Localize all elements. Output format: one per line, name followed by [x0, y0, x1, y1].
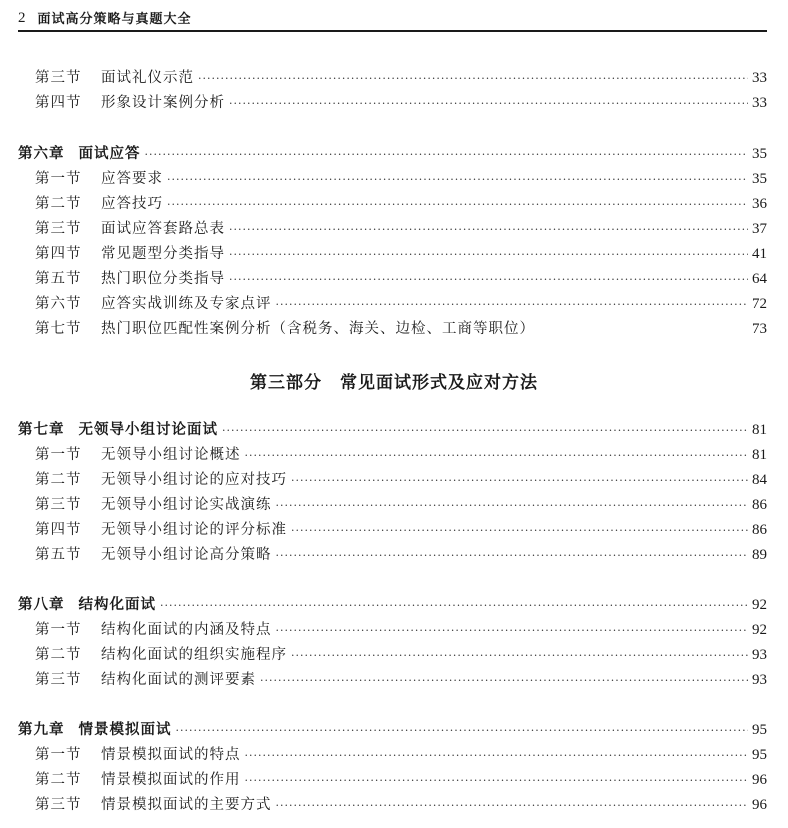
toc-entry-number: 第三节 [35, 70, 82, 86]
toc-entry-title: 应答要求 [101, 171, 163, 187]
toc-entry-number: 第六章 [18, 145, 65, 162]
dot-leader [260, 670, 748, 692]
toc-entry-number: 第三节 [35, 797, 82, 813]
dot-leader [245, 445, 749, 467]
toc-entry-page: 33 [752, 70, 767, 86]
toc-entry-title: 无领导小组讨论面试 [78, 421, 218, 438]
toc-entry-page: 86 [752, 497, 767, 513]
toc-chapter-row[interactable] [18, 719, 767, 741]
toc-section-row[interactable] [35, 444, 767, 466]
toc-entry-page: 93 [752, 672, 767, 688]
toc-entry-title: 面试应答套路总表 [101, 221, 225, 237]
toc-section-row[interactable] [35, 769, 767, 791]
toc-entry-title: 形象设计案例分析 [101, 95, 225, 111]
dot-leader [160, 595, 748, 617]
toc-entry-page: 72 [752, 296, 767, 312]
dot-leader [276, 294, 749, 316]
toc-entry-title: 面试应答 [78, 145, 141, 162]
toc-entry-number: 第一节 [35, 447, 82, 463]
toc-chapter-row[interactable] [18, 143, 767, 165]
toc-entry-page: 35 [752, 171, 767, 187]
toc-entry-number: 第五节 [35, 547, 82, 563]
toc-entry-title: 常见题型分类指导 [101, 246, 225, 262]
toc-section-row[interactable] [35, 243, 767, 265]
toc-section-row[interactable] [35, 168, 767, 190]
toc-entry-page: 84 [752, 472, 767, 488]
toc-entry-number: 第二节 [35, 772, 82, 788]
toc-entry-page: 81 [752, 422, 767, 438]
toc-entry-number: 第七章 [18, 421, 65, 438]
toc-entry-title: 结构化面试的组织实施程序 [101, 647, 287, 663]
toc-entry-title: 无领导小组讨论的应对技巧 [101, 472, 287, 488]
toc-entry-title: 面试礼仪示范 [101, 70, 194, 86]
toc-entry-number: 第二节 [35, 196, 82, 212]
book-title: 面试高分策略与真题大全 [37, 12, 192, 27]
dot-leader [276, 495, 749, 517]
toc-entry-title: 情景模拟面试的特点 [101, 747, 241, 763]
toc-entry-number: 第三节 [35, 497, 82, 513]
toc-section-row[interactable] [35, 268, 767, 290]
toc-entry-page: 33 [752, 95, 767, 111]
toc-entry-page: 36 [752, 196, 767, 212]
dot-leader [245, 745, 749, 767]
toc-entry-number: 第八章 [18, 596, 65, 613]
toc-entry-number: 第一节 [35, 747, 82, 763]
toc-entry-number: 第七节 [35, 321, 82, 337]
toc-entry-title: 结构化面试 [78, 596, 156, 613]
dot-leader [291, 470, 748, 492]
toc-section-row[interactable] [35, 544, 767, 566]
toc-section-row[interactable] [35, 644, 767, 666]
toc-entry-page: 95 [752, 747, 767, 763]
toc-entry-number: 第三节 [35, 221, 82, 237]
toc-section-row[interactable] [35, 193, 767, 215]
toc-entry-number: 第五节 [35, 271, 82, 287]
dot-leader [276, 620, 749, 642]
toc-entry-page: 86 [752, 522, 767, 538]
dot-leader [222, 420, 748, 442]
toc-entry-page: 64 [752, 271, 767, 287]
toc-section-row[interactable] [35, 794, 767, 816]
toc-entry-title: 无领导小组讨论高分策略 [101, 547, 272, 563]
toc-entry-number: 第九章 [18, 721, 65, 738]
toc-section-row[interactable] [35, 218, 767, 240]
running-header [18, 8, 767, 32]
toc-section-row[interactable] [35, 67, 767, 89]
dot-leader [229, 93, 748, 115]
toc-section-row[interactable] [35, 494, 767, 516]
toc-entry-number: 第一节 [35, 622, 82, 638]
toc-section-row[interactable] [35, 519, 767, 541]
toc-entry-page: 93 [752, 647, 767, 663]
dot-leader [167, 169, 748, 191]
toc-section-row[interactable] [35, 318, 767, 340]
toc-entry-title: 热门职位分类指导 [101, 271, 225, 287]
toc-section-row[interactable] [35, 469, 767, 491]
toc-section-row[interactable] [35, 744, 767, 766]
dot-leader [229, 219, 748, 241]
toc-entry-title: 结构化面试的内涵及特点 [101, 622, 272, 638]
toc-entry-page: 81 [752, 447, 767, 463]
toc-entry-title: 热门职位匹配性案例分析（含税务、海关、边检、工商等职位） [101, 321, 535, 337]
toc-entry-number: 第三节 [35, 672, 82, 688]
toc-entry-number: 第四节 [35, 95, 82, 111]
toc-entry-page: 89 [752, 547, 767, 563]
toc-entry-page: 92 [752, 597, 767, 613]
toc-section-row[interactable] [35, 92, 767, 114]
toc-section-row[interactable] [35, 669, 767, 691]
toc-entry-title: 情景模拟面试的作用 [101, 772, 241, 788]
toc-entry-title: 应答实战训练及专家点评 [101, 296, 272, 312]
dot-leader [276, 795, 749, 817]
toc-entry-page: 37 [752, 221, 767, 237]
dot-leader [245, 770, 749, 792]
toc-entry-page: 41 [752, 246, 767, 262]
toc-entry-number: 第四节 [35, 522, 82, 538]
toc-entry-title: 无领导小组讨论实战演练 [101, 497, 272, 513]
dot-leader [176, 720, 749, 742]
dot-leader [229, 244, 748, 266]
toc-chapter-row[interactable] [18, 594, 767, 616]
toc-entry-page: 95 [752, 722, 767, 738]
toc-entry-title: 无领导小组讨论概述 [101, 447, 241, 463]
toc-entry-number: 第二节 [35, 472, 82, 488]
dot-leader [229, 269, 748, 291]
toc-entry-number: 第四节 [35, 246, 82, 262]
dot-leader [198, 68, 748, 90]
toc-entry-page: 96 [752, 797, 767, 813]
dot-leader [291, 645, 748, 667]
toc-entry-page: 92 [752, 622, 767, 638]
dot-leader [291, 520, 748, 542]
toc-entry-title: 情景模拟面试 [78, 721, 172, 738]
toc-entry-page: 35 [752, 146, 767, 162]
toc-entry-number: 第六节 [35, 296, 82, 312]
dot-leader [276, 545, 749, 567]
toc-entry-title: 结构化面试的测评要素 [101, 672, 256, 688]
toc-section-row[interactable] [35, 619, 767, 641]
toc-section-row[interactable] [35, 293, 767, 315]
part-title: 第三部分 常见面试形式及应对方法 [250, 373, 538, 393]
toc-entry-title: 无领导小组讨论的评分标准 [101, 522, 287, 538]
toc-entry-number: 第二节 [35, 647, 82, 663]
toc-entry-title: 应答技巧 [101, 196, 163, 212]
dot-leader [167, 194, 748, 216]
page-number: 2 [18, 10, 26, 26]
toc-entry-number: 第一节 [35, 171, 82, 187]
toc-entry-title: 情景模拟面试的主要方式 [101, 797, 272, 813]
toc-entry-page: 96 [752, 772, 767, 788]
dot-leader [145, 144, 749, 166]
toc-chapter-row[interactable] [18, 419, 767, 441]
toc-entry-page: 73 [752, 321, 767, 337]
